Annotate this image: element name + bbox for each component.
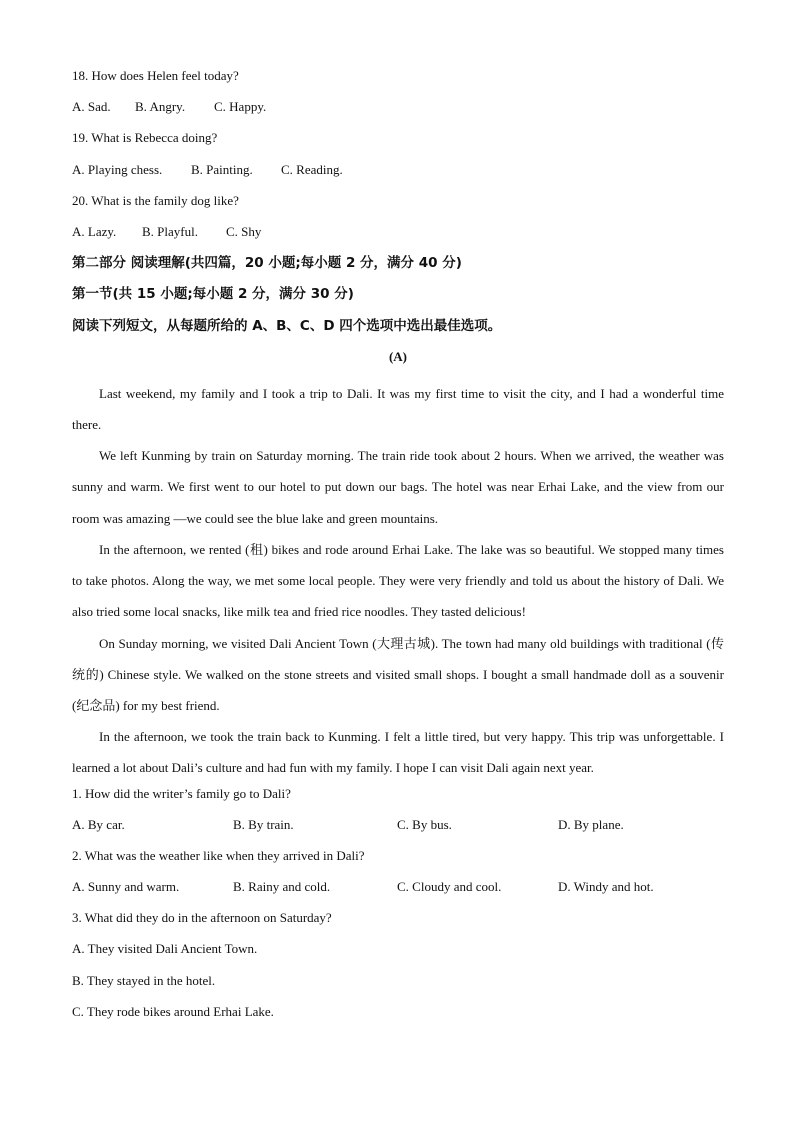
- option-a: A. Playing chess.: [72, 161, 163, 177]
- question-1-stem: 1. How did the writer’s family go to Dali?: [72, 785, 291, 801]
- passage-paragraph: In the afternoon, we rented (租) bikes and rode around Erhai Lake. The lake was so beautiful. We stopped many times to take photos. Along the way, we met some local people. They were very friendly and told us about the history of Dali. We also tried some local snacks, like milk tea and fried rice noodles. They tasted delicious!: [72, 541, 724, 620]
- part-title: 第二部分 阅读理解(共四篇，20 小题;每小题 2 分，满分 40 分): [72, 255, 462, 272]
- question-1-options: [72, 815, 724, 846]
- option-a: A. Sad.: [72, 99, 111, 115]
- option-c: C. Reading.: [281, 161, 343, 177]
- question-3-option-c: C. They rode bikes around Erhai Lake.: [72, 1003, 274, 1019]
- option-d: D. Windy and hot.: [558, 879, 654, 895]
- passage-paragraph: On Sunday morning, we visited Dali Ancient Town (大理古城). The town had many old buildings with traditional (传统的) Chinese style. We walked on the stone streets and visited small shops. I bought a small handmade doll as a souvenir (纪念品) for my best friend.: [72, 635, 724, 713]
- question-18-options: [72, 97, 724, 128]
- passage-paragraph: In the afternoon, we took the train back to Kunming. I felt a little tired, but very happy. This trip was unforgettable. I learned a lot about Dali’s culture and had fun with my family. I hope I can visit Dali again next year.: [72, 729, 724, 776]
- question-20-options: [72, 222, 724, 253]
- reading-instruction: 阅读下列短文，从每题所给的 A、B、C、D 四个选项中选出最佳选项。: [72, 317, 502, 334]
- passage-paragraph: We left Kunming by train on Saturday morning. The train ride took about 2 hours. When we arrived, the weather was sunny and warm. We first went to our hotel to put down our bags. The hotel was near Erhai Lake, and the view from our room was amazing —we could see the blue lake and green mountains.: [72, 448, 724, 526]
- question-3-stem: 3. What did they do in the afternoon on Saturday?: [72, 910, 332, 926]
- option-c: C. By bus.: [397, 816, 452, 832]
- option-d: D. By plane.: [558, 816, 624, 832]
- question-3-option-a: A. They visited Dali Ancient Town.: [72, 941, 258, 957]
- document-page: [72, 66, 724, 1033]
- passage-label: (A): [388, 348, 408, 364]
- option-a: A. Lazy.: [72, 223, 117, 239]
- question-18-stem: 18. How does Helen feel today?: [72, 68, 239, 83]
- question-19-options: [72, 160, 724, 191]
- question-19-stem: 19. What is Rebecca doing?: [72, 130, 218, 146]
- option-b: B. Playful.: [142, 223, 198, 239]
- option-c: C. Cloudy and cool.: [397, 879, 502, 895]
- question-20-stem: 20. What is the family dog like?: [72, 192, 239, 208]
- option-c: C. Shy: [226, 223, 262, 239]
- option-c: C. Happy.: [214, 99, 267, 115]
- option-a: A. By car.: [72, 816, 125, 832]
- question-3-option-b: B. They stayed in the hotel.: [72, 972, 216, 988]
- question-2-stem: 2. What was the weather like when they arrived in Dali?: [72, 847, 365, 863]
- option-a: A. Sunny and warm.: [72, 879, 180, 895]
- option-b: B. Rainy and cold.: [233, 879, 331, 895]
- option-b: B. Angry.: [135, 99, 186, 115]
- option-b: B. By train.: [233, 816, 294, 832]
- question-2-options: [72, 877, 724, 908]
- option-b: B. Painting.: [191, 161, 253, 177]
- passage-paragraph: Last weekend, my family and I took a trip to Dali. It was my first time to visit the city, and I had a wonderful time there.: [72, 385, 724, 433]
- subsection-title: 第一节(共 15 小题;每小题 2 分，满分 30 分): [72, 286, 354, 303]
